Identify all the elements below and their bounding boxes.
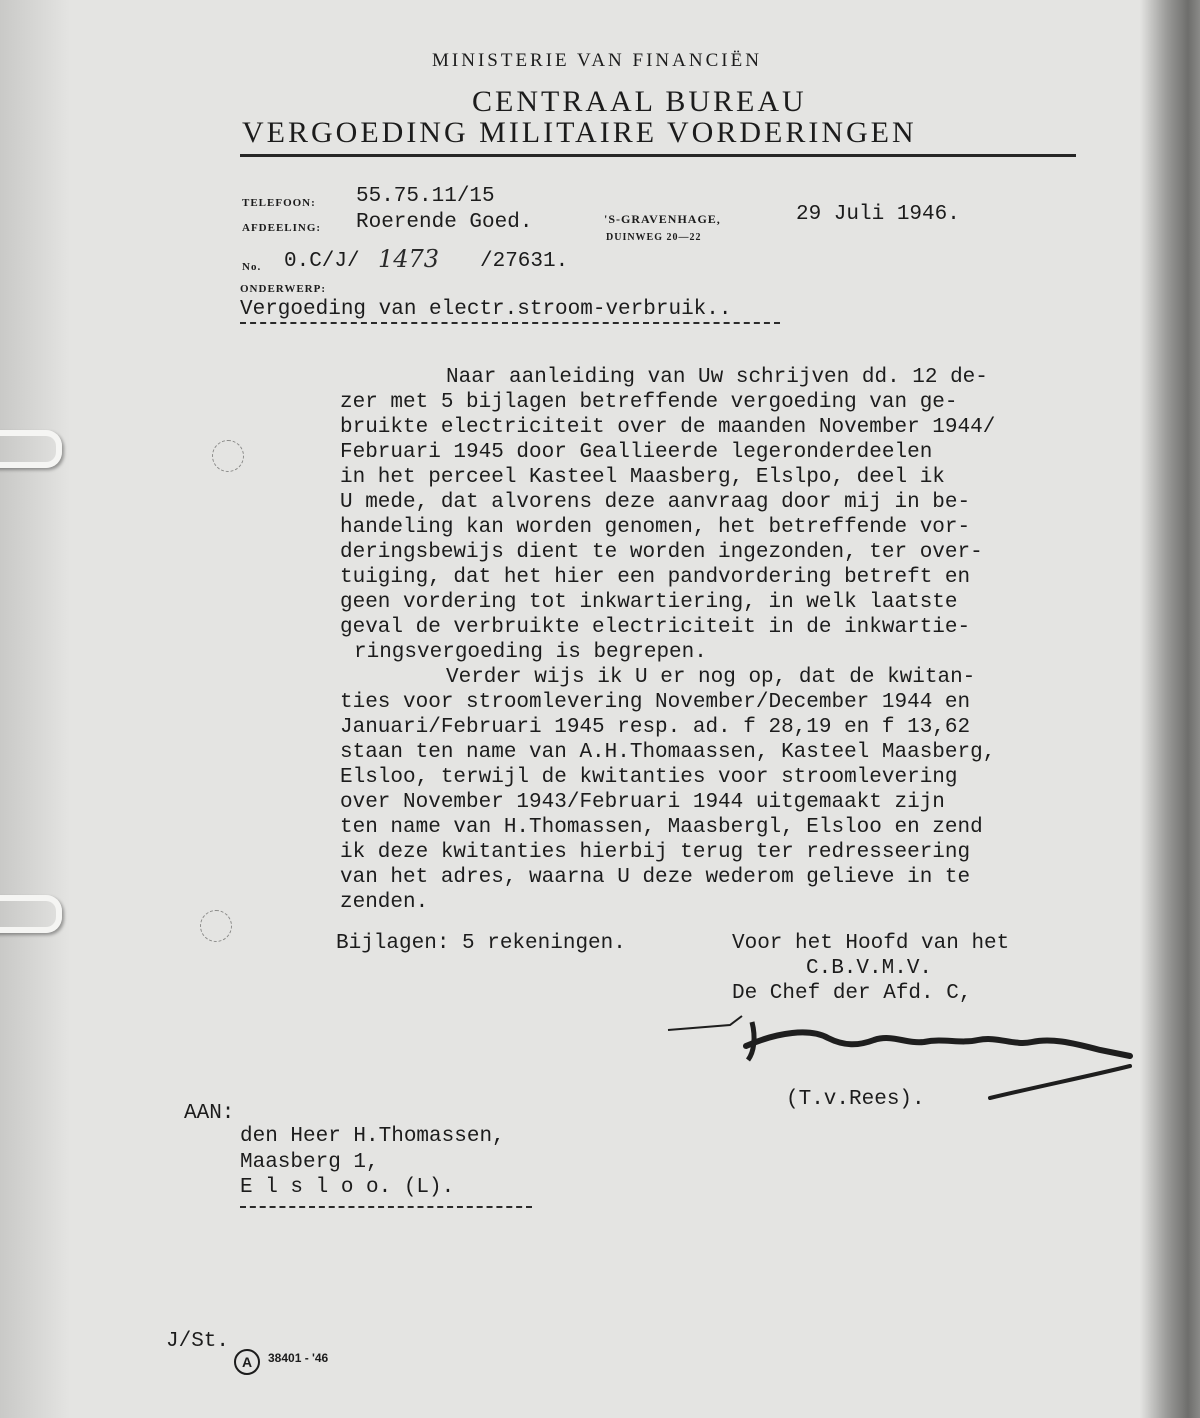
body-line: ties voor stroomlevering November/December 1944 en [340,691,971,714]
number-prefix: 0.C/J/ [284,250,360,273]
body-line: Januari/Februari 1945 resp. ad. f 28,19 en f 13,62 [340,716,971,739]
body-line: ringsvergoeding is begrepen. [354,641,707,664]
body-line: U mede, dat alvorens deze aanvraag door mij in be- [340,491,971,514]
body-line: geen vordering tot inkwartiering, in welk laatste [340,591,958,614]
afdeeling-value: Roerende Goed. [356,211,533,234]
recipient-underline [240,1206,532,1208]
body-line: geval de verbruikte electriciteit in de inkwartie- [340,616,971,639]
signature-line-1: Voor het Hoofd van het [732,932,1010,955]
onderwerp-value: Vergoeding van electr.stroom-verbruik.. [240,298,732,321]
number-label: No. [242,261,262,273]
binder-ring-bottom [0,895,62,933]
body-line: Verder wijs ik U er nog op, dat de kwitan- [446,666,976,689]
body-line: Februari 1945 door Geallieerde legeronderdeelen [340,441,933,464]
body-line: zenden. [340,891,429,914]
paper-right-edge [1140,0,1200,1418]
place-label: 'S-GRAVENHAGE, [604,212,721,226]
telefoon-value: 55.75.11/15 [356,185,495,208]
typist-initials: J/St. [166,1330,230,1353]
body-line: van het adres, waarna U deze wederom gelieve in te [340,866,971,889]
signer-name: (T.v.Rees). [786,1088,925,1111]
onderwerp-underline [240,322,780,324]
letterhead-rule [240,154,1076,157]
body-line: ik deze kwitanties hierbij terug ter redresseering [340,841,971,864]
punch-hole-bottom [200,910,232,942]
body-line: ten name van H.Thomassen, Maasbergl, Elsloo en zend [340,816,983,839]
telefoon-label: TELEFOON: [242,197,316,209]
binder-ring-top [0,430,62,468]
body-line: staan ten name van A.H.Thomaassen, Kasteel Maasberg, [340,741,996,764]
recipient-label: AAN: [184,1102,235,1125]
body-line: deringsbewijs dient te worden ingezonden, ter over- [340,541,983,564]
body-line: over November 1943/Februari 1944 uitgemaakt zijn [340,791,945,814]
recipient-line-3: E l s l o o. (L). [240,1176,455,1199]
afdeeling-label: AFDEELING: [242,222,322,234]
onderwerp-label: ONDERWERP: [240,283,327,295]
enclosures: Bijlagen: 5 rekeningen. [336,932,626,955]
body-line: bruikte electriciteit over de maanden November 1944/ [340,416,996,439]
print-code: 38401 - '46 [268,1351,329,1365]
signature-line-2: C.B.V.M.V. [806,957,933,980]
body-line: Naar aanleiding van Uw schrijven dd. 12 de- [446,366,988,389]
paper-left-edge [0,0,70,1418]
body-line: in het perceel Kasteel Maasberg, Elslpo, deel ik [340,466,945,489]
number-handwritten: 1473 [378,245,440,273]
letter-date: 29 Juli 1946. [796,203,960,226]
body-line: handeling kan worden genomen, het betreffende vor- [340,516,971,539]
body-line: tuiging, dat het hier een pandvordering betreft en [340,566,971,589]
recipient-line-1: den Heer H.Thomassen, [240,1125,505,1148]
printer-logo: A [234,1349,260,1375]
punch-hole-top [212,440,244,472]
letterhead-ministry: MINISTERIE VAN FINANCIËN [432,50,762,71]
address-label: DUINWEG 20—22 [606,232,702,243]
letterhead-department: VERGOEDING MILITAIRE VORDERINGEN [242,116,917,149]
signature-line-3: De Chef der Afd. C, [732,982,972,1005]
body-line: Elsloo, terwijl de kwitanties voor stroomlevering [340,766,958,789]
recipient-line-2: Maasberg 1, [240,1151,379,1174]
number-suffix: /27631. [480,250,569,273]
body-line: zer met 5 bijlagen betreffende vergoeding van ge- [340,391,958,414]
letterhead-bureau: CENTRAAL BUREAU [472,85,807,118]
